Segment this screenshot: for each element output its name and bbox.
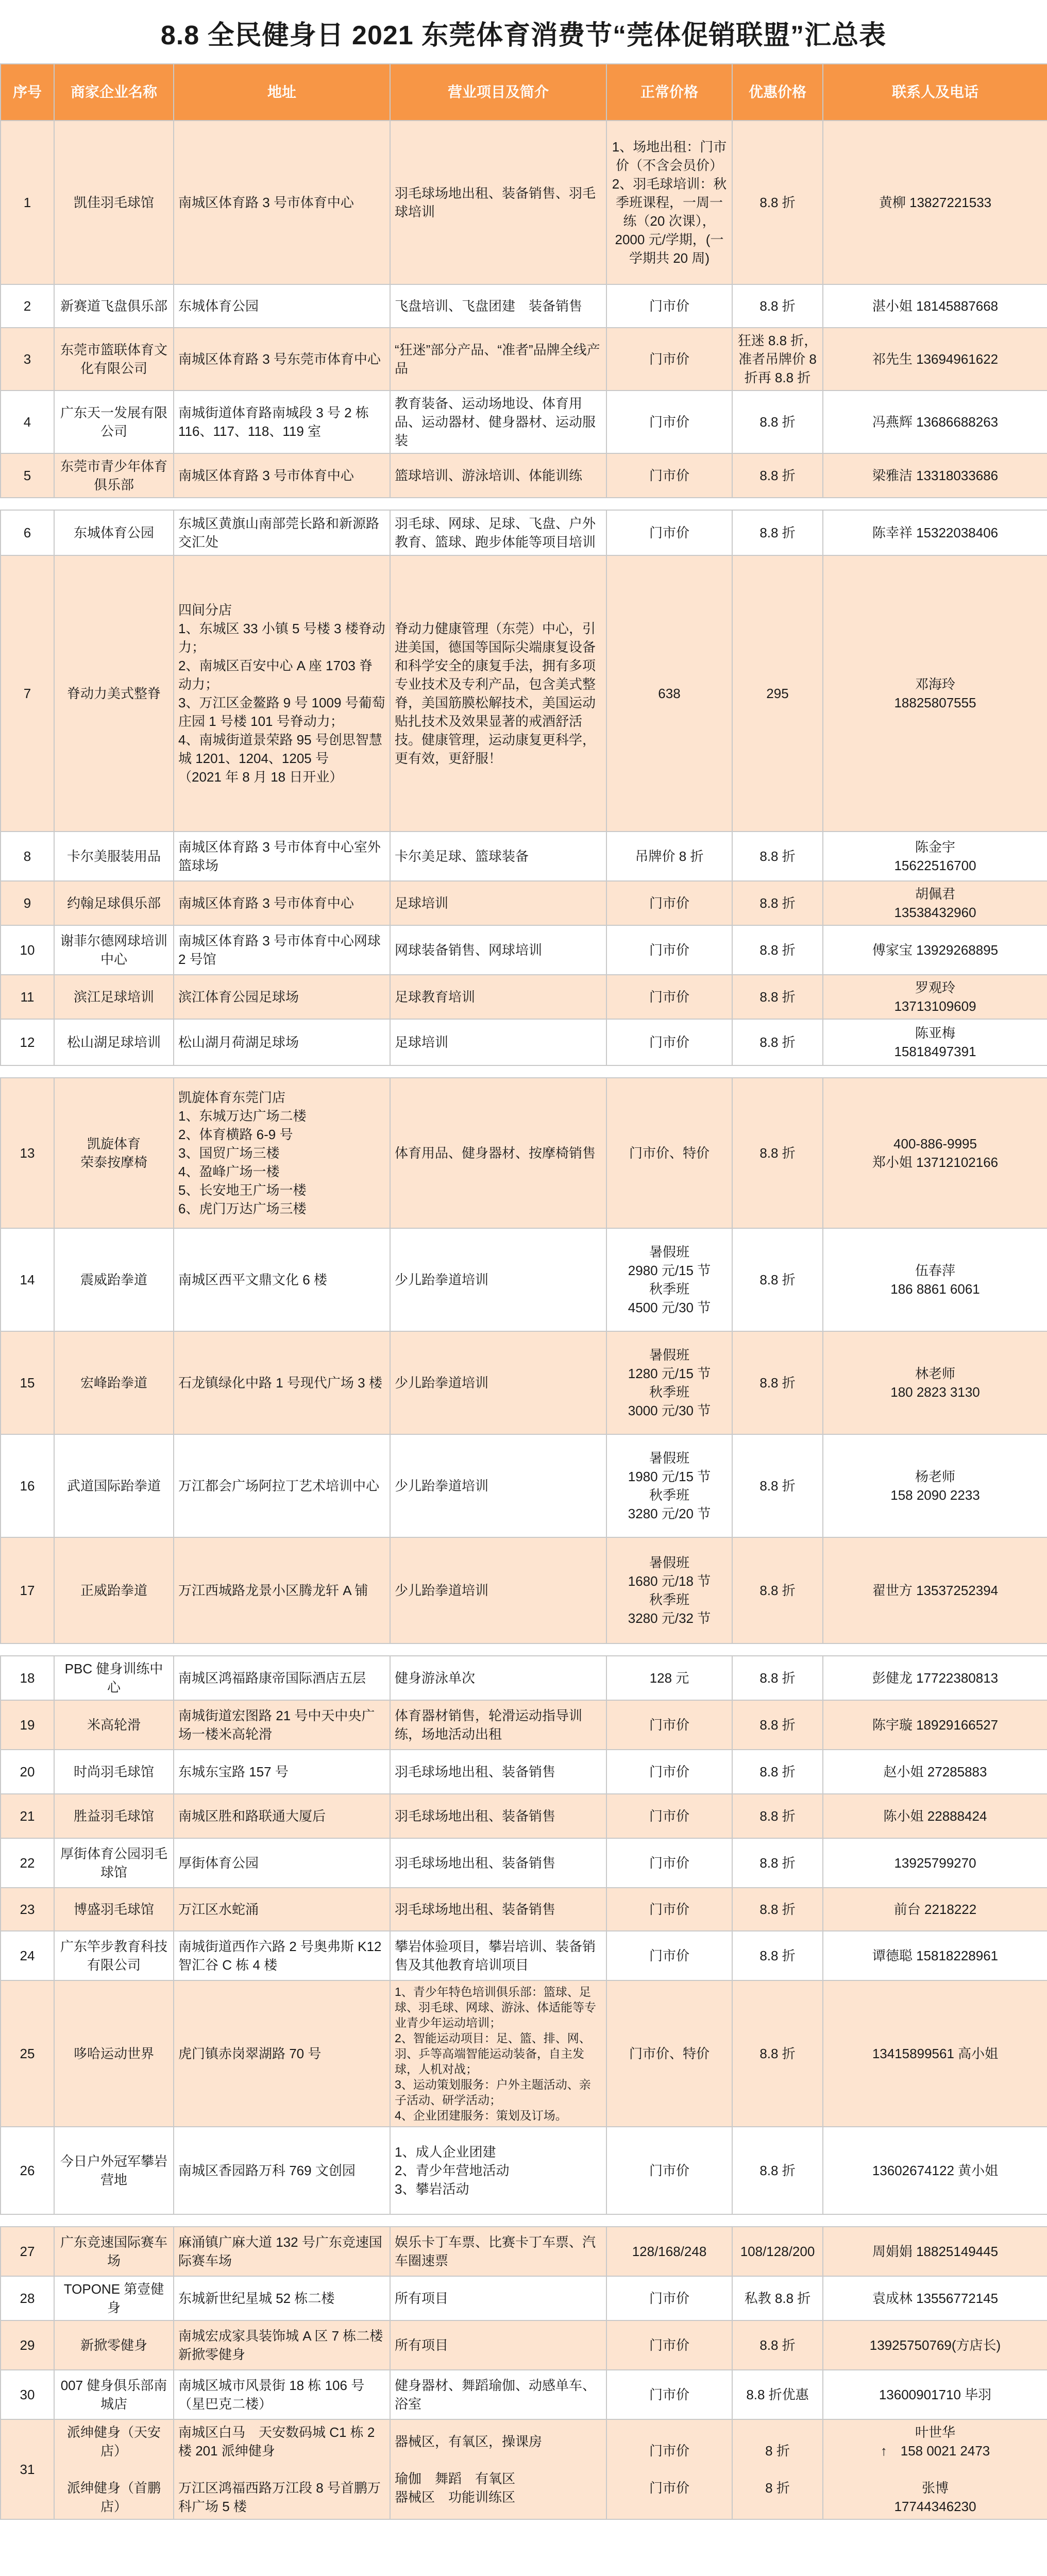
cell-normal-price: 门市价 bbox=[606, 2276, 732, 2320]
page-title: 8.8 全民健身日 2021 东莞体育消费节“莞体促销联盟”汇总表 bbox=[160, 21, 887, 50]
cell-contact: 罗观玲 13713109609 bbox=[823, 975, 1047, 1019]
cell-discount: 8.8 折 bbox=[732, 1931, 823, 1980]
cell-business: 少儿跆拳道培训 bbox=[390, 1331, 606, 1434]
table-row bbox=[1, 1228, 1047, 1331]
cell-contact: 邓海玲 18825807555 bbox=[823, 555, 1047, 832]
cell-name: 新赛道飞盘俱乐部 bbox=[54, 284, 174, 328]
cell-discount: 8.8 折 bbox=[732, 284, 823, 328]
cell-contact: 前台 2218222 bbox=[823, 1888, 1047, 1931]
cell-name: 脊动力美式整脊 bbox=[54, 555, 174, 832]
cell-name: 广东天一发展有限公司 bbox=[54, 391, 174, 453]
cell-no: 21 bbox=[1, 1794, 54, 1838]
section-gap bbox=[1, 498, 1047, 510]
cell-name: 东莞市青少年体育俱乐部 bbox=[54, 453, 174, 498]
cell-address: 万江区水蛇涌 bbox=[174, 1888, 390, 1931]
cell-address: 南城区体育路 3 号市体育中心 bbox=[174, 121, 390, 284]
cell-address: 南城区体育路 3 号市体育中心 bbox=[174, 453, 390, 498]
cell-name: 正威跆拳道 bbox=[54, 1537, 174, 1643]
cell-normal-price: 门市价 bbox=[606, 881, 732, 925]
cell-discount: 8.8 折 bbox=[732, 2127, 823, 2214]
cell-no: 13 bbox=[1, 1078, 54, 1228]
cell-address: 南城区体育路 3 号市体育中心室外篮球场 bbox=[174, 832, 390, 881]
cell-business: 羽毛球场地出租、装备销售、羽毛球培训 bbox=[390, 121, 606, 284]
cell-discount: 8.8 折 bbox=[732, 1888, 823, 1931]
cell-name: TOPONE 第壹健身 bbox=[54, 2276, 174, 2320]
cell-discount: 295 bbox=[732, 555, 823, 832]
cell-contact: 傅家宝 13929268895 bbox=[823, 925, 1047, 975]
cell-normal-price: 门市价 bbox=[606, 391, 732, 453]
cell-name: 广东竿步教育科技有限公司 bbox=[54, 1931, 174, 1980]
cell-no: 5 bbox=[1, 453, 54, 498]
table-row bbox=[1, 881, 1047, 925]
cell-no: 24 bbox=[1, 1931, 54, 1980]
cell-contact: 13602674122 黄小姐 bbox=[823, 2127, 1047, 2214]
header-address: 地址 bbox=[174, 64, 390, 121]
cell-business: 篮球培训、游泳培训、体能训练 bbox=[390, 453, 606, 498]
cell-normal-price: 暑假班 1680 元/18 节 秋季班 3280 元/32 节 bbox=[606, 1537, 732, 1643]
cell-no: 10 bbox=[1, 925, 54, 975]
cell-address: 石龙镇绿化中路 1 号现代广场 3 楼 bbox=[174, 1331, 390, 1434]
cell-normal-price: 1、场地出租：门市价（不含会员价） 2、羽毛球培训：秋季班课程，一周一练（20 次课），2000 元/学期，(一学期共 20 周) bbox=[606, 121, 732, 284]
cell-normal-price: 门市价 bbox=[606, 1019, 732, 1065]
cell-business: 健身器材、舞蹈瑜伽、动感单车、浴室 bbox=[390, 2370, 606, 2419]
cell-normal-price: 吊牌价 8 折 bbox=[606, 832, 732, 881]
table-row bbox=[1, 510, 1047, 555]
cell-name: 卡尔美服装用品 bbox=[54, 832, 174, 881]
cell-discount: 8.8 折优惠 bbox=[732, 2370, 823, 2419]
table-row bbox=[1, 975, 1047, 1019]
cell-contact: 胡佩君 13538432960 bbox=[823, 881, 1047, 925]
cell-name: 宏峰跆拳道 bbox=[54, 1331, 174, 1434]
cell-name: 米高轮滑 bbox=[54, 1700, 174, 1750]
cell-no: 4 bbox=[1, 391, 54, 453]
cell-discount: 8.8 折 bbox=[732, 1078, 823, 1228]
table-row bbox=[1, 1331, 1047, 1434]
cell-address: 南城区体育路 3 号市体育中心 bbox=[174, 881, 390, 925]
cell-name: 今日户外冠军攀岩营地 bbox=[54, 2127, 174, 2214]
cell-business: 体育器材销售，轮滑运动指导训练，场地活动出租 bbox=[390, 1700, 606, 1750]
section-gap bbox=[1, 1643, 1047, 1656]
table-row bbox=[1, 1700, 1047, 1750]
cell-normal-price: 门市价 bbox=[606, 2127, 732, 2214]
cell-normal-price: 门市价 bbox=[606, 1888, 732, 1931]
cell-discount: 8.8 折 bbox=[732, 1228, 823, 1331]
cell-address: 四间分店 1、东城区 33 小镇 5 号楼 3 楼脊动力； 2、南城区百安中心 A 座 1703 脊动力； 3、万江区金鳌路 9 号 1009 号葡萄庄园 1 号楼 101 号脊动力； 4、南城街道景荣路 95 号创思智慧城 1201、1204、1205 号 （2021 年 8 月 18 日开业） bbox=[174, 555, 390, 832]
cell-discount: 8.8 折 bbox=[732, 1019, 823, 1065]
cell-normal-price: 门市价 bbox=[606, 1700, 732, 1750]
table-row bbox=[1, 1794, 1047, 1838]
cell-discount: 8.8 折 bbox=[732, 1980, 823, 2127]
cell-business: 卡尔美足球、篮球装备 bbox=[390, 832, 606, 881]
cell-business: “狂迷”部分产品、“准者”品牌全线产品 bbox=[390, 328, 606, 391]
cell-address: 滨江体育公园足球场 bbox=[174, 975, 390, 1019]
cell-discount: 8.8 折 bbox=[732, 453, 823, 498]
cell-normal-price: 门市价 bbox=[606, 925, 732, 975]
table-row bbox=[1, 1656, 1047, 1700]
cell-name: PBC 健身训练中心 bbox=[54, 1656, 174, 1700]
cell-address: 南城区胜和路联通大厦后 bbox=[174, 1794, 390, 1838]
cell-no: 20 bbox=[1, 1750, 54, 1794]
cell-contact: 陈金宇 15622516700 bbox=[823, 832, 1047, 881]
cell-address: 南城街道宏图路 21 号中天中央广场一楼米高轮滑 bbox=[174, 1700, 390, 1750]
cell-normal-price: 门市价 bbox=[606, 1794, 732, 1838]
cell-business: 脊动力健康管理（东莞）中心，引进美国，德国等国际尖端康复设备和科学安全的康复手法，拥有多项专业技术及专利产品，包含美式整脊，美国筋膜松解技术，美国运动贴扎技术及效果显著的戒酒舒活技。健康管理，运动康复更科学，更有效，更舒服！ bbox=[390, 555, 606, 832]
cell-no: 22 bbox=[1, 1838, 54, 1888]
cell-business: 飞盘培训、飞盘团建 装备销售 bbox=[390, 284, 606, 328]
cell-no: 11 bbox=[1, 975, 54, 1019]
cell-discount: 8.8 折 bbox=[732, 121, 823, 284]
header-no: 序号 bbox=[1, 64, 54, 121]
cell-normal-price: 128 元 bbox=[606, 1656, 732, 1700]
cell-discount: 8.8 折 bbox=[732, 1434, 823, 1537]
cell-name: 胜益羽毛球馆 bbox=[54, 1794, 174, 1838]
section-gap bbox=[1, 2214, 1047, 2227]
section-gap bbox=[1, 1065, 1047, 1078]
cell-address: 南城街道体育路南城段 3 号 2 栋 116、117、118、119 室 bbox=[174, 391, 390, 453]
cell-normal-price: 门市价、特价 bbox=[606, 1078, 732, 1228]
cell-normal-price: 门市价 bbox=[606, 284, 732, 328]
table-row bbox=[1, 1537, 1047, 1643]
gap-cell bbox=[1, 1643, 1047, 1656]
cell-normal-price: 门市价 bbox=[606, 510, 732, 555]
cell-normal-price: 638 bbox=[606, 555, 732, 832]
cell-no: 19 bbox=[1, 1700, 54, 1750]
cell-no: 27 bbox=[1, 2227, 54, 2276]
cell-name: 厚街体育公园羽毛球馆 bbox=[54, 1838, 174, 1888]
cell-contact: 13415899561 高小姐 bbox=[823, 1980, 1047, 2127]
header-business: 营业项目及简介 bbox=[390, 64, 606, 121]
table-body bbox=[1, 121, 1047, 2519]
cell-contact: 13925799270 bbox=[823, 1838, 1047, 1888]
cell-address: 厚街体育公园 bbox=[174, 1838, 390, 1888]
cell-business: 体育用品、健身器材、按摩椅销售 bbox=[390, 1078, 606, 1228]
table-row bbox=[1, 1838, 1047, 1888]
cell-discount: 8.8 折 bbox=[732, 1700, 823, 1750]
table-row bbox=[1, 453, 1047, 498]
cell-business: 羽毛球、网球、足球、飞盘、户外教育、篮球、跑步体能等项目培训 bbox=[390, 510, 606, 555]
cell-contact: 13600901710 毕羽 bbox=[823, 2370, 1047, 2419]
table-row bbox=[1, 1980, 1047, 2127]
cell-normal-price: 暑假班 2980 元/15 节 秋季班 4500 元/30 节 bbox=[606, 1228, 732, 1331]
cell-no: 2 bbox=[1, 284, 54, 328]
cell-contact: 湛小姐 18145887668 bbox=[823, 284, 1047, 328]
cell-business: 羽毛球场地出租、装备销售 bbox=[390, 1794, 606, 1838]
cell-business: 所有项目 bbox=[390, 2320, 606, 2370]
cell-business: 少儿跆拳道培训 bbox=[390, 1228, 606, 1331]
table-row bbox=[1, 1750, 1047, 1794]
cell-no: 3 bbox=[1, 328, 54, 391]
cell-business: 器械区，有氧区，操课房 瑜伽 舞蹈 有氧区 器械区 功能训练区 bbox=[390, 2419, 606, 2519]
cell-name: 凯佳羽毛球馆 bbox=[54, 121, 174, 284]
cell-normal-price: 128/168/248 bbox=[606, 2227, 732, 2276]
cell-business: 足球培训 bbox=[390, 881, 606, 925]
cell-normal-price: 门市价 bbox=[606, 1931, 732, 1980]
table-row bbox=[1, 555, 1047, 832]
cell-contact: 杨老师 158 2090 2233 bbox=[823, 1434, 1047, 1537]
cell-no: 29 bbox=[1, 2320, 54, 2370]
cell-no: 30 bbox=[1, 2370, 54, 2419]
cell-business: 足球培训 bbox=[390, 1019, 606, 1065]
cell-address: 南城区体育路 3 号市体育中心网球 2 号馆 bbox=[174, 925, 390, 975]
cell-name: 007 健身俱乐部南城店 bbox=[54, 2370, 174, 2419]
cell-no: 18 bbox=[1, 1656, 54, 1700]
cell-no: 23 bbox=[1, 1888, 54, 1931]
cell-name: 东莞市篮联体育文化有限公司 bbox=[54, 328, 174, 391]
cell-name: 武道国际跆拳道 bbox=[54, 1434, 174, 1537]
cell-discount: 8.8 折 bbox=[732, 1331, 823, 1434]
cell-contact: 陈亚梅 15818497391 bbox=[823, 1019, 1047, 1065]
cell-discount: 8.8 折 bbox=[732, 1656, 823, 1700]
cell-contact: 谭德聪 15818228961 bbox=[823, 1931, 1047, 1980]
cell-business: 1、青少年特色培训俱乐部：篮球、足球、羽毛球、网球、游泳、体适能等专业青少年运动培训； 2、智能运动项目：足、篮、排、网、羽、乒等高端智能运动装备，自主发球，人机对战； 3、运动策划服务：户外主题活动、亲子活动、研学活动； 4、企业团建服务：策划及订场。 bbox=[390, 1980, 606, 2127]
cell-address: 南城区城市风景街 18 栋 106 号（星巴克二楼） bbox=[174, 2370, 390, 2419]
cell-name: 滨江足球培训 bbox=[54, 975, 174, 1019]
cell-normal-price: 门市价 门市价 bbox=[606, 2419, 732, 2519]
cell-address: 南城区体育路 3 号东莞市体育中心 bbox=[174, 328, 390, 391]
cell-discount: 狂迷 8.8 折，准者吊牌价 8 折再 8.8 折 bbox=[732, 328, 823, 391]
gap-cell bbox=[1, 2214, 1047, 2227]
cell-business: 教育装备、运动场地设、体育用品、运动器材、健身器材、运动服装 bbox=[390, 391, 606, 453]
cell-discount: 8.8 折 bbox=[732, 832, 823, 881]
table-row bbox=[1, 1434, 1047, 1537]
cell-discount: 8.8 折 bbox=[732, 2320, 823, 2370]
cell-no: 7 bbox=[1, 555, 54, 832]
table-row bbox=[1, 1931, 1047, 1980]
cell-normal-price: 门市价 bbox=[606, 975, 732, 1019]
cell-normal-price: 门市价 bbox=[606, 453, 732, 498]
cell-name: 广东竞速国际赛车场 bbox=[54, 2227, 174, 2276]
table-row bbox=[1, 1019, 1047, 1065]
table-row bbox=[1, 2227, 1047, 2276]
cell-no: 6 bbox=[1, 510, 54, 555]
table-row bbox=[1, 832, 1047, 881]
cell-discount: 8.8 折 bbox=[732, 510, 823, 555]
cell-business: 羽毛球场地出租、装备销售 bbox=[390, 1750, 606, 1794]
cell-discount: 8.8 折 bbox=[732, 1838, 823, 1888]
cell-address: 南城宏成家具装饰城 A 区 7 栋二楼新掀零健身 bbox=[174, 2320, 390, 2370]
table-row bbox=[1, 2276, 1047, 2320]
cell-contact: 林老师 180 2823 3130 bbox=[823, 1331, 1047, 1434]
cell-contact: 梁雅洁 13318033686 bbox=[823, 453, 1047, 498]
cell-discount: 8.8 折 bbox=[732, 1537, 823, 1643]
table-row bbox=[1, 925, 1047, 975]
cell-no: 8 bbox=[1, 832, 54, 881]
cell-name: 凯旋体育 荣泰按摩椅 bbox=[54, 1078, 174, 1228]
cell-normal-price: 门市价 bbox=[606, 1750, 732, 1794]
header-contact: 联系人及电话 bbox=[823, 64, 1047, 121]
gap-cell bbox=[1, 1065, 1047, 1078]
cell-business: 羽毛球场地出租、装备销售 bbox=[390, 1838, 606, 1888]
cell-name: 博盛羽毛球馆 bbox=[54, 1888, 174, 1931]
cell-contact: 陈宇璇 18929166527 bbox=[823, 1700, 1047, 1750]
cell-contact: 祁先生 13694961622 bbox=[823, 328, 1047, 391]
cell-name: 时尚羽毛球馆 bbox=[54, 1750, 174, 1794]
cell-discount: 8 折 8 折 bbox=[732, 2419, 823, 2519]
table-row bbox=[1, 1888, 1047, 1931]
cell-business: 少儿跆拳道培训 bbox=[390, 1434, 606, 1537]
cell-no: 28 bbox=[1, 2276, 54, 2320]
table-row bbox=[1, 2127, 1047, 2214]
cell-business: 所有项目 bbox=[390, 2276, 606, 2320]
cell-address: 东城新世纪星城 52 栋二楼 bbox=[174, 2276, 390, 2320]
cell-discount: 108/128/200 bbox=[732, 2227, 823, 2276]
cell-no: 26 bbox=[1, 2127, 54, 2214]
cell-no: 14 bbox=[1, 1228, 54, 1331]
cell-normal-price: 门市价 bbox=[606, 1838, 732, 1888]
cell-discount: 8.8 折 bbox=[732, 1750, 823, 1794]
cell-business: 娱乐卡丁车票、比赛卡丁车票、汽车圈速票 bbox=[390, 2227, 606, 2276]
cell-business: 健身游泳单次 bbox=[390, 1656, 606, 1700]
cell-address: 南城街道西作六路 2 号奥弗斯 K12 智汇谷 C 栋 4 楼 bbox=[174, 1931, 390, 1980]
cell-normal-price: 暑假班 1280 元/15 节 秋季班 3000 元/30 节 bbox=[606, 1331, 732, 1434]
cell-name: 派绅健身（天安店） 派绅健身（首鹏店） bbox=[54, 2419, 174, 2519]
cell-contact: 叶世华 ↑ 158 0021 2473 张博 17744346230 bbox=[823, 2419, 1047, 2519]
cell-name: 哆哈运动世界 bbox=[54, 1980, 174, 2127]
cell-business: 足球教育培训 bbox=[390, 975, 606, 1019]
cell-no: 1 bbox=[1, 121, 54, 284]
cell-no: 16 bbox=[1, 1434, 54, 1537]
cell-contact: 周娟娟 18825149445 bbox=[823, 2227, 1047, 2276]
cell-business: 少儿跆拳道培训 bbox=[390, 1537, 606, 1643]
cell-normal-price: 暑假班 1980 元/15 节 秋季班 3280 元/20 节 bbox=[606, 1434, 732, 1537]
cell-contact: 袁成林 13556772145 bbox=[823, 2276, 1047, 2320]
cell-name: 新掀零健身 bbox=[54, 2320, 174, 2370]
cell-address: 凯旋体育东莞门店 1、东城万达广场二楼 2、体育横路 6-9 号 3、国贸广场三楼 4、盈峰广场一楼 5、长安地王广场一楼 6、虎门万达广场三楼 bbox=[174, 1078, 390, 1228]
cell-address: 松山湖月荷湖足球场 bbox=[174, 1019, 390, 1065]
cell-name: 约翰足球俱乐部 bbox=[54, 881, 174, 925]
cell-business: 网球装备销售、网球培训 bbox=[390, 925, 606, 975]
cell-name: 松山湖足球培训 bbox=[54, 1019, 174, 1065]
merchant-table bbox=[0, 63, 1047, 2520]
cell-no: 9 bbox=[1, 881, 54, 925]
cell-address: 东城东宝路 157 号 bbox=[174, 1750, 390, 1794]
cell-contact: 赵小姐 27285883 bbox=[823, 1750, 1047, 1794]
cell-address: 南城区西平文鼎文化 6 楼 bbox=[174, 1228, 390, 1331]
header-name: 商家企业名称 bbox=[54, 64, 174, 121]
cell-contact: 伍春萍 186 8861 6061 bbox=[823, 1228, 1047, 1331]
cell-normal-price: 门市价 bbox=[606, 2320, 732, 2370]
cell-no: 17 bbox=[1, 1537, 54, 1643]
table-row bbox=[1, 391, 1047, 453]
cell-contact: 翟世方 13537252394 bbox=[823, 1537, 1047, 1643]
cell-discount: 8.8 折 bbox=[732, 881, 823, 925]
cell-normal-price: 门市价 bbox=[606, 328, 732, 391]
table-row bbox=[1, 1078, 1047, 1228]
cell-normal-price: 门市价、特价 bbox=[606, 1980, 732, 2127]
table-row bbox=[1, 2320, 1047, 2370]
table-row bbox=[1, 2419, 1047, 2519]
cell-no: 15 bbox=[1, 1331, 54, 1434]
table-row bbox=[1, 121, 1047, 284]
cell-address: 东城体育公园 bbox=[174, 284, 390, 328]
gap-cell bbox=[1, 498, 1047, 510]
cell-no: 25 bbox=[1, 1980, 54, 2127]
cell-contact: 冯燕辉 13686688263 bbox=[823, 391, 1047, 453]
cell-address: 东城区黄旗山南部莞长路和新源路交汇处 bbox=[174, 510, 390, 555]
cell-name: 东城体育公园 bbox=[54, 510, 174, 555]
cell-contact: 黄柳 13827221533 bbox=[823, 121, 1047, 284]
cell-address: 万江都会广场阿拉丁艺术培训中心 bbox=[174, 1434, 390, 1537]
cell-contact: 13925750769(方店长) bbox=[823, 2320, 1047, 2370]
table-row bbox=[1, 2370, 1047, 2419]
cell-address: 万江西城路龙景小区腾龙轩 A 铺 bbox=[174, 1537, 390, 1643]
cell-name: 震威跆拳道 bbox=[54, 1228, 174, 1331]
cell-business: 1、成人企业团建 2、青少年营地活动 3、攀岩活动 bbox=[390, 2127, 606, 2214]
cell-no: 12 bbox=[1, 1019, 54, 1065]
cell-discount: 8.8 折 bbox=[732, 925, 823, 975]
cell-address: 南城区香园路万科 769 文创园 bbox=[174, 2127, 390, 2214]
cell-address: 麻涌镇广麻大道 132 号广东竞速国际赛车场 bbox=[174, 2227, 390, 2276]
header-discount: 优惠价格 bbox=[732, 64, 823, 121]
table-row bbox=[1, 328, 1047, 391]
cell-contact: 彭健龙 17722380813 bbox=[823, 1656, 1047, 1700]
cell-address: 南城区白马 天安数码城 C1 栋 2 楼 201 派绅健身 万江区鸿福西路万江段 8 号首鹏万科广场 5 楼 bbox=[174, 2419, 390, 2519]
cell-business: 羽毛球场地出租、装备销售 bbox=[390, 1888, 606, 1931]
cell-address: 虎门镇赤岗翠湖路 70 号 bbox=[174, 1980, 390, 2127]
cell-address: 南城区鸿福路康帝国际酒店五层 bbox=[174, 1656, 390, 1700]
cell-name: 谢菲尔德网球培训中心 bbox=[54, 925, 174, 975]
cell-discount: 8.8 折 bbox=[732, 391, 823, 453]
cell-discount: 私教 8.8 折 bbox=[732, 2276, 823, 2320]
cell-normal-price: 门市价 bbox=[606, 2370, 732, 2419]
table-row bbox=[1, 284, 1047, 328]
header-row bbox=[1, 64, 1047, 121]
cell-discount: 8.8 折 bbox=[732, 1794, 823, 1838]
cell-contact: 400-886-9995 郑小姐 13712102166 bbox=[823, 1078, 1047, 1228]
cell-no: 31 bbox=[1, 2419, 54, 2519]
cell-contact: 陈幸祥 15322038406 bbox=[823, 510, 1047, 555]
cell-contact: 陈小姐 22888424 bbox=[823, 1794, 1047, 1838]
cell-business: 攀岩体验项目，攀岩培训、装备销售及其他教育培训项目 bbox=[390, 1931, 606, 1980]
cell-discount: 8.8 折 bbox=[732, 975, 823, 1019]
header-normal-price: 正常价格 bbox=[606, 64, 732, 121]
